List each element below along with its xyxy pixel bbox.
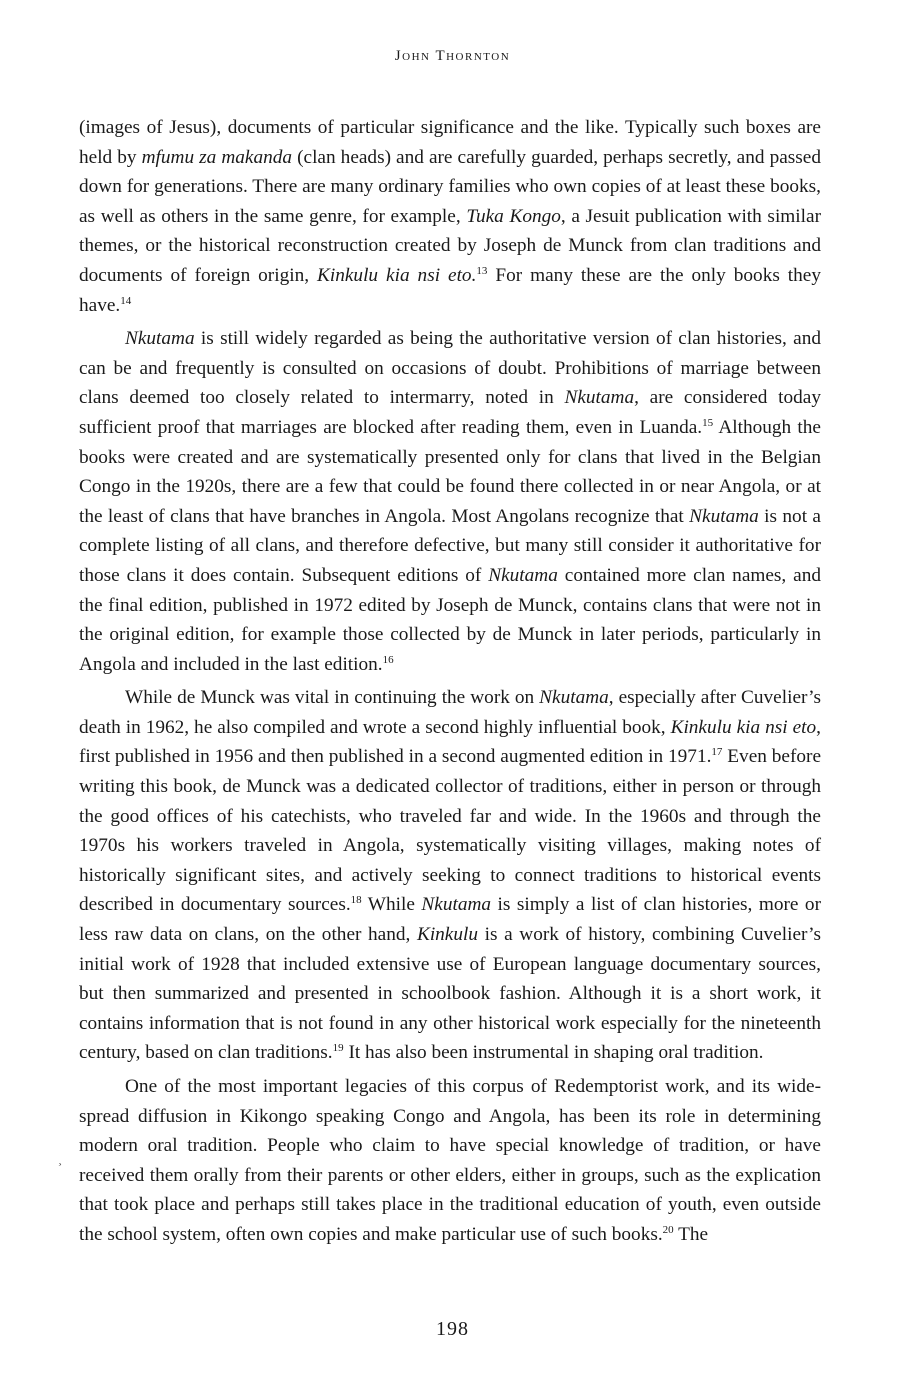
italic-title: mfumu za makanda	[141, 146, 293, 168]
italic-title: Kinkulu kia nsi eto.	[317, 264, 477, 286]
italic-title: Nkutama	[564, 387, 635, 409]
italic-title: Tuka Kongo	[466, 205, 561, 227]
text-run: It has also been instrumental in shaping oral tradition.	[343, 1042, 764, 1064]
italic-title: Kinkulu	[416, 924, 479, 946]
text-run: Even before writing this book, de Munck was a dedicated collector of traditions, either in person or through the good offices of his catechists, who traveled far and wide. In the 1960s and through the 1970s his workers traveled in Angola, systematically visiting villages, making notes of historically significant sites, and actively seeking to connect traditions to historical events described in documentary sources.	[79, 746, 821, 916]
text-run: is not a complete listing of all clans, and therefore defective, but many still consider it authoritative for those clans it does contain. Subsequent editions of	[79, 505, 821, 586]
body-text	[79, 113, 821, 1250]
footnote-ref: 14	[120, 294, 132, 307]
italic-title: Nkutama	[421, 894, 492, 916]
text-run: (clan heads) and are carefully guarded, perhaps secretly, and passed down for generations. There are many ordinary families who own copies of at least these books, as well as others in the same genre, for example,	[79, 146, 821, 227]
text-run: One of the most important legacies of this corpus of Redemptorist work, and its widespread diffusion in Kikongo speaking Congo and Angola, has been its role in determining modern oral tradition. People who claim to have special knowledge of tradition, or have received them orally from their parents or other elders, either in groups, such as the explication that took place and perhaps still takes place in the traditional education of youth, even outside the school system, often own copies and make particular use of such books.	[79, 1076, 821, 1245]
footnote-ref: 13	[476, 264, 488, 277]
paragraph	[79, 683, 821, 1068]
text-run: Although the books were created and are systematically presented only for clans that lived in the Belgian Congo in the 1920s, there are a few that could be found there collected in or near Angola, or at the least of clans that have branches in Angola. Most Angolans recognize that	[79, 416, 821, 527]
running-head: John Thornton	[394, 48, 511, 64]
footnote-ref: 19	[332, 1042, 344, 1055]
text-run: (images of Jesus), documents of particular significance and the like. Typically such boxes are held by	[79, 117, 821, 168]
italic-title: Nkutama	[689, 505, 759, 527]
italic-title: Nkutama	[488, 564, 558, 586]
footnote-ref: 17	[711, 746, 723, 759]
text-run: , first published in 1956 and then published in a second augmented edition in 1971.	[79, 716, 821, 768]
text-run: is a work of history, combining Cuvelier’s initial work of 1928 that included extensive use of European language documentary sources, but then summarized and presented in schoolbook fashion. Although it is a short work, it contains information that is not found in any other historical work especially for the nineteenth century, based on clan traditions.	[79, 924, 821, 1064]
text-run: is still widely regarded as being the authoritative version of clan histories, and can be and frequently is consulted on occasions of doubt. Prohibitions of marriage between clans deemed too closely related to intermarry, noted in	[79, 328, 821, 409]
italic-title: Nkutama	[125, 328, 195, 350]
text-run: , especially after Cuvelier’s death in 1962, he also compiled and wrote a second highly influential book,	[79, 687, 821, 738]
footnote-ref: 20	[662, 1223, 674, 1236]
margin-mark: ¸	[58, 1152, 62, 1166]
footnote-ref: 15	[702, 416, 714, 429]
footnote-ref: 18	[350, 894, 362, 907]
page-number: 198	[436, 1318, 469, 1340]
text-run: While	[361, 894, 422, 916]
text-run: contained more clan names, and the final edition, published in 1972 edited by Joseph de Munck, contains clans that were not in the original edition, for example those collected by de Munck in later periods, particularly in Angola and included in the last edition.	[79, 564, 821, 675]
italic-title: Kinkulu kia nsi eto	[670, 716, 817, 738]
footnote-ref: 16	[382, 653, 394, 666]
paragraph	[79, 1072, 821, 1250]
text-run: , a Jesuit publication with similar themes, or the historical reconstruction created by Joseph de Munck from clan traditions and documents of foreign origin,	[79, 205, 821, 286]
italic-title: Nkutama	[539, 687, 609, 709]
paragraph	[79, 113, 821, 320]
text-run: For many these are the only books they have.	[79, 264, 821, 316]
text-run: While de Munck was vital in continuing the work on	[125, 687, 540, 709]
paragraph	[79, 324, 821, 679]
text-run: The	[673, 1223, 709, 1245]
text-run: , are considered today sufficient proof that marriages are blocked after reading them, even in Luanda.	[79, 387, 821, 438]
text-run: is simply a list of clan histories, more or less raw data on clans, on the other hand,	[79, 894, 821, 946]
